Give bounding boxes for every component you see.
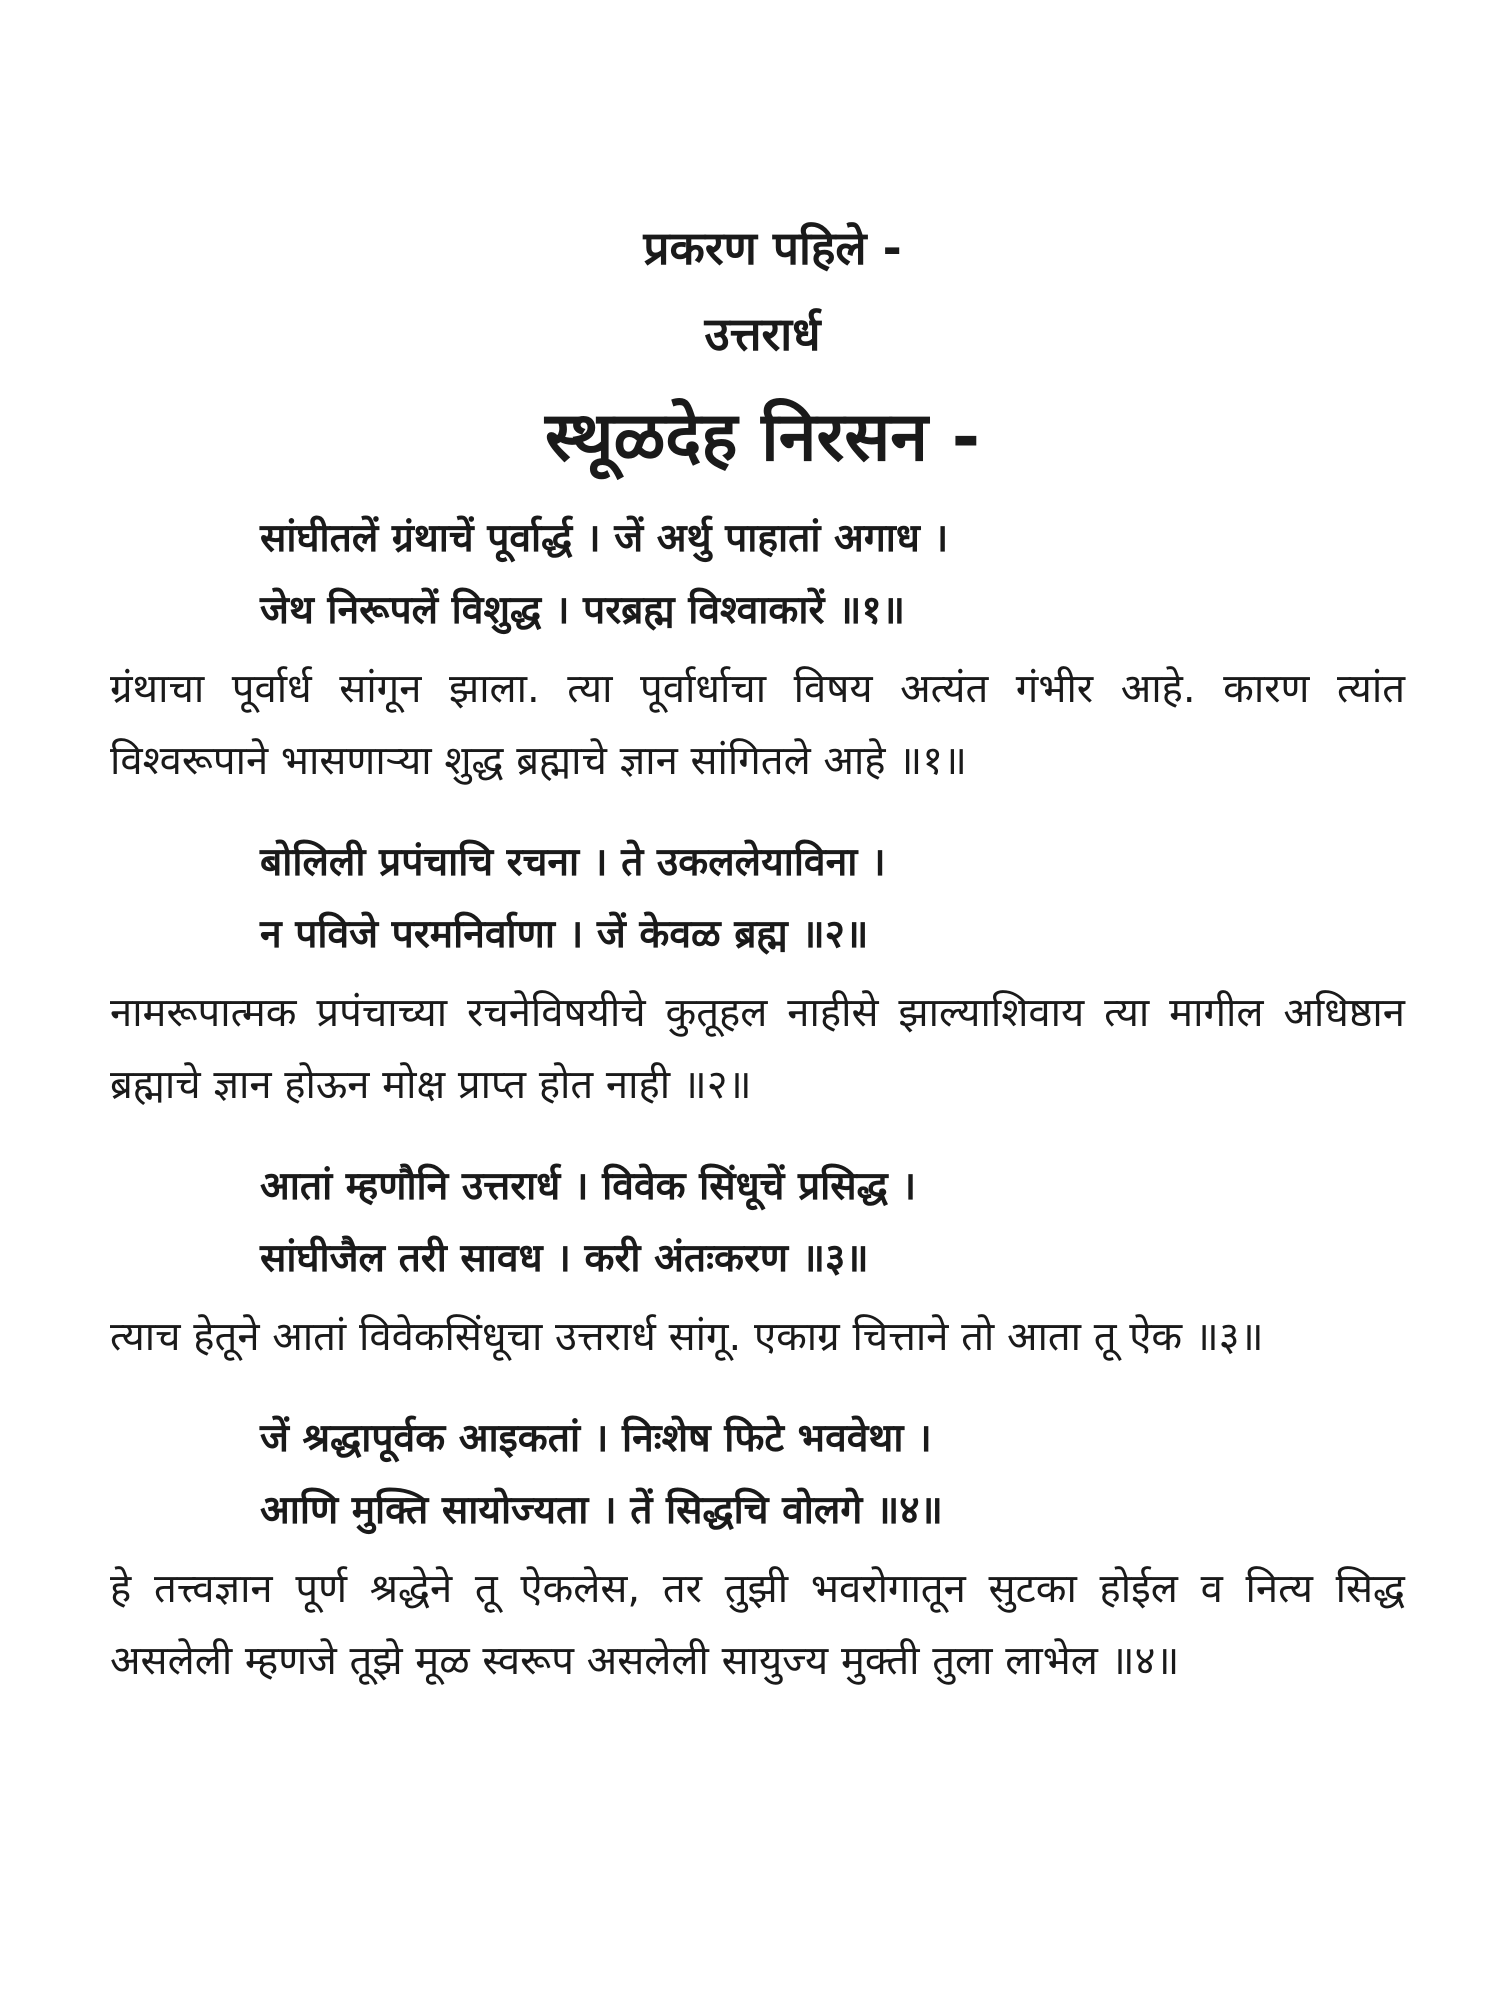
- commentary-paragraph-4: हे तत्त्वज्ञान पूर्ण श्रद्धेने तू ऐकलेस, तर तुझी भवरोगातून सुटका होईल व नित्य सिद्ध असलेली म्हणजे तूझे मूळ स्वरूप असलेली सायुज्य मुक्ती तुला लाभेल ॥४॥: [110, 1566, 1405, 1684]
- verse-line: सांघीजैल तरी सावध । करी अंतःकरण ॥३॥: [260, 1236, 869, 1281]
- commentary-paragraph-1: ग्रंथाचा पूर्वार्ध सांगून झाला. त्या पूर्वार्धाचा विषय अत्यंत गंभीर आहे. कारण त्यांत विश्वरूपाने भासणाऱ्या शुद्ध ब्रह्माचे ज्ञान सांगितले आहे ॥१॥: [110, 666, 1405, 784]
- verse-line: सांघीतलें ग्रंथाचें पूर्वार्द्ध । जें अर्थु पाहातां अगाध ।: [260, 516, 949, 561]
- verse-line: न पविजे परमनिर्वाणा । जें केवळ ब्रह्म ॥२॥: [260, 912, 869, 957]
- verse-line: जें श्रद्धापूर्वक आइकतां । निःशेष फिटे भववेथा ।: [260, 1416, 932, 1461]
- verse-block-1: [110, 503, 1405, 647]
- part-heading: उत्तरार्ध: [704, 307, 821, 361]
- verse-line: जेथ निरूपलें विशुद्ध । परब्रह्म विश्वाकारें ॥१॥: [260, 588, 905, 633]
- verse-line: आतां म्हणौनि उत्तरार्ध । विवेक सिंधूचें प्रसिद्ध ।: [260, 1164, 917, 1209]
- commentary-paragraph-2: नामरूपात्मक प्रपंचाच्या रचनेविषयीचे कुतूहल नाहीसे झाल्याशिवाय त्या मागील अधिष्ठान ब्रह्माचे ज्ञान होऊन मोक्ष प्राप्त होत नाही ॥२॥: [110, 990, 1405, 1108]
- chapter-heading: प्रकरण पहिले -: [643, 221, 902, 275]
- verse-block-3: [110, 1151, 1405, 1295]
- verse-line: बोलिली प्रपंचाचि रचना । ते उकललेयाविना ।: [260, 840, 886, 885]
- verse-line: आणि मुक्ति सायोज्यता । तें सिद्धचि वोलगे ॥४॥: [260, 1488, 943, 1533]
- commentary-paragraph-3: त्याच हेतूने आतां विवेकसिंधूचा उत्तरार्ध सांगू. एकाग्र चित्ताने तो आता तू ऐक ॥३॥: [110, 1314, 1264, 1360]
- verse-block-2: [110, 827, 1405, 971]
- verse-block-4: [110, 1403, 1405, 1547]
- section-title: स्थूळदेह निरसन -: [545, 398, 980, 477]
